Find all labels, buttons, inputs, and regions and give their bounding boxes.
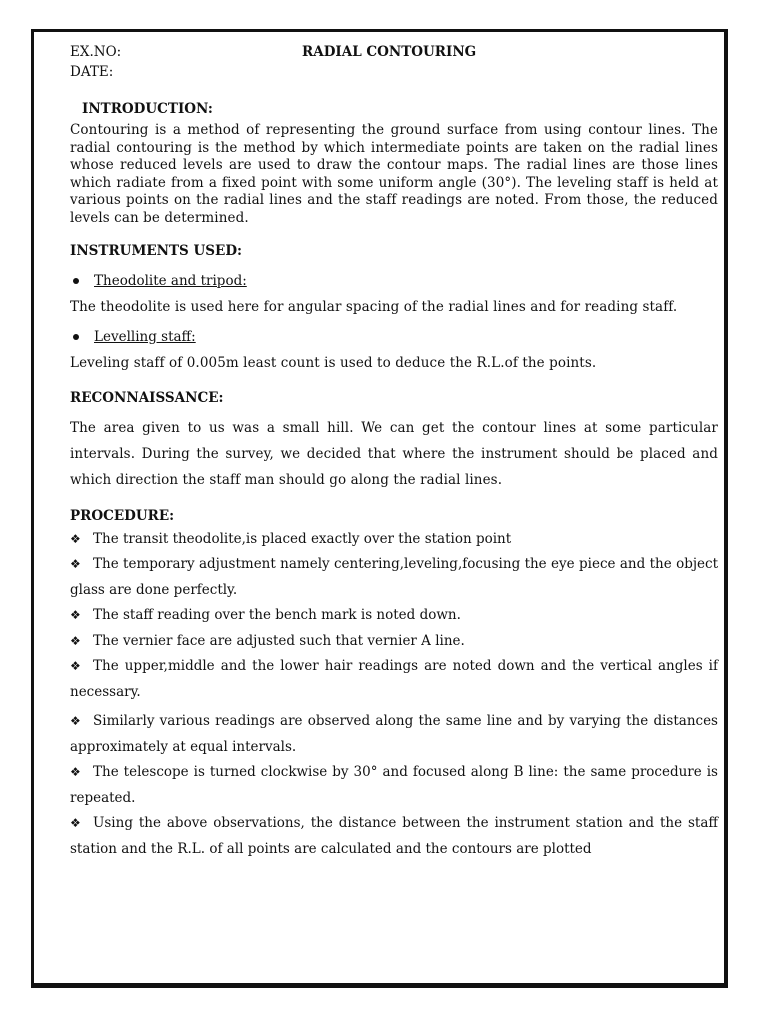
diamond-bullet-icon: ❖ <box>70 714 81 729</box>
date-label: DATE: <box>70 64 114 80</box>
procedure-step-text: The upper,middle and the lower hair readings are noted down and the vertical angles if necessary. <box>70 658 718 700</box>
diamond-bullet-icon: ❖ <box>70 531 81 546</box>
reconnaissance-heading: RECONNAISSANCE: <box>70 389 224 406</box>
procedure-step <box>70 811 718 862</box>
introduction-text: Contouring is a method of representing the ground surface from using contour lines. The radial contouring is the method by which intermediate points are taken on the radial lines whose reduced levels are used to draw the contour maps. The radial lines are those lines which radiate from a fixed point with some uniform angle (30°). The leveling staff is held at various points on the radial lines and the staff readings are noted. From those, the reduced levels can be determined. <box>70 122 718 226</box>
procedure-heading: PROCEDURE: <box>70 507 175 524</box>
instrument-name: Levelling staff: <box>94 328 196 345</box>
procedure-step-text: The temporary adjustment namely centering,leveling,focusing the eye piece and the object glass are done perfectly. <box>70 556 718 598</box>
procedure-step-text: Similarly various readings are observed along the same line and by varying the distances approximately at equal intervals. <box>70 713 718 755</box>
diamond-bullet-icon: ❖ <box>70 557 81 572</box>
instruments-heading: INSTRUMENTS USED: <box>70 242 243 259</box>
procedure-step-text: The transit theodolite,is placed exactly over the station point <box>93 530 512 547</box>
procedure-list <box>70 527 718 863</box>
instrument-item-theodolite <box>70 272 718 290</box>
exno-label: EX.NO: <box>70 44 122 60</box>
reconnaissance-text: The area given to us was a small hill. We can get the contour lines at some particular intervals. During the survey, we decided that where the instrument should be placed and which direction the staff man should go along the radial lines. <box>70 419 718 488</box>
bullet-dot-icon <box>73 278 79 284</box>
procedure-step <box>70 654 718 705</box>
procedure-step-text: The vernier face are adjusted such that vernier A line. <box>93 632 465 649</box>
diamond-bullet-icon: ❖ <box>70 659 81 674</box>
page-title: RADIAL CONTOURING <box>302 44 477 60</box>
diamond-bullet-icon: ❖ <box>70 816 81 831</box>
procedure-step-text: The staff reading over the bench mark is noted down. <box>93 607 461 624</box>
procedure-step-text: The telescope is turned clockwise by 30° and focused along B line: the same procedure is repeated. <box>70 764 718 806</box>
procedure-step-text: Using the above observations, the distance between the instrument station and the staff station and the R.L. of all points are calculated and the contours are plotted <box>70 815 718 857</box>
procedure-step <box>70 760 718 811</box>
procedure-step <box>70 552 718 603</box>
instrument-description: Leveling staff of 0.005m least count is used to deduce the R.L.of the points. <box>70 354 597 371</box>
procedure-step <box>70 709 718 760</box>
instrument-description: The theodolite is used here for angular spacing of the radial lines and for reading staff. <box>70 298 678 315</box>
bullet-dot-icon <box>73 334 79 340</box>
diamond-bullet-icon: ❖ <box>70 765 81 780</box>
procedure-step <box>70 629 718 655</box>
diamond-bullet-icon: ❖ <box>70 633 81 648</box>
header-row <box>70 44 718 64</box>
procedure-step <box>70 527 718 553</box>
diamond-bullet-icon: ❖ <box>70 608 81 623</box>
document-body <box>70 44 718 862</box>
instrument-item-staff <box>70 328 718 346</box>
introduction-heading: INTRODUCTION: <box>82 101 213 117</box>
procedure-step <box>70 603 718 629</box>
instrument-name: Theodolite and tripod: <box>94 272 247 289</box>
